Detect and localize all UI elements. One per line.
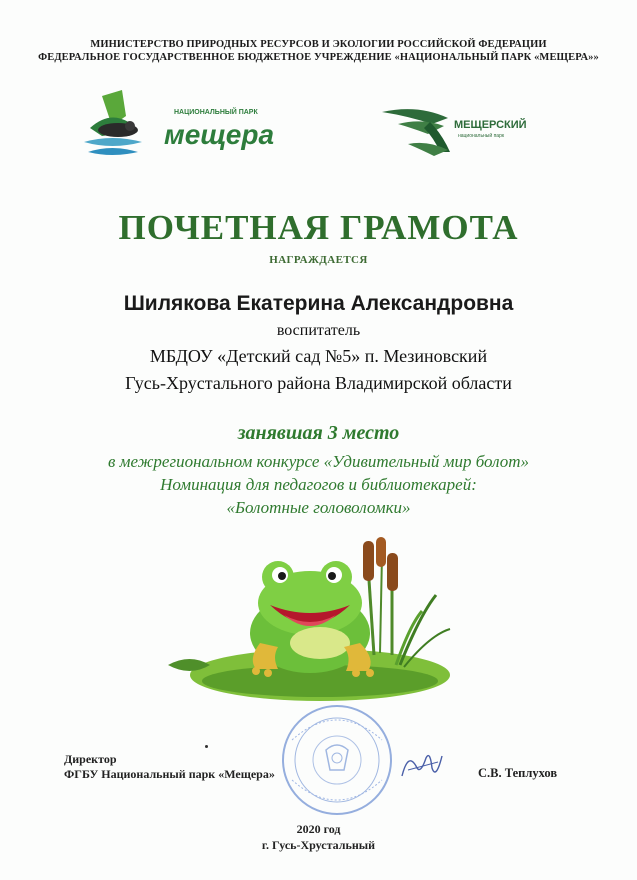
recipient-name: Шилякова Екатерина Александровна [123, 292, 514, 315]
signature-name: С.В. Теплухов [478, 766, 558, 780]
ministry-line: МИНИСТЕРСТВО ПРИРОДНЫХ РЕСУРСОВ И ЭКОЛОГИИ РОССИЙСКОЙ ФЕДЕРАЦИИ [90, 39, 547, 50]
contest-category: «Болотные головоломки» [226, 498, 411, 517]
issue-year: 2020 год [296, 822, 341, 836]
signature-role: Директор [64, 752, 117, 766]
frog-illustration [160, 525, 460, 720]
institution-line: ФЕДЕРАЛЬНОЕ ГОСУДАРСТВЕННОЕ БЮДЖЕТНОЕ УЧРЕЖДЕНИЕ «НАЦИОНАЛЬНЫЙ ПАРК «МЕЩЕРА»» [38, 52, 599, 63]
logo-big-text: мещера [164, 119, 275, 150]
meshchersky-logo [378, 100, 538, 166]
certificate-subtitle: НАГРАЖДАЕТСЯ [269, 254, 368, 266]
cattail-icon [363, 537, 450, 667]
handwritten-signature [398, 746, 448, 786]
recipient-organization: МБДОУ «Детский сад №5» п. Мезиновский [149, 346, 488, 366]
logo-small-text: НАЦИОНАЛЬНЫЙ ПАРК [174, 109, 258, 116]
recipient-region: Гусь-Хрустального района Владимирской области [125, 373, 512, 393]
contest-name: в межрегиональном конкурсе «Удивительный мир болот» [107, 452, 530, 471]
recipient-position: воспитатель [276, 322, 361, 339]
issue-city: г. Гусь-Хрустальный [261, 838, 376, 852]
signature-organization: ФГБУ Национальный парк «Мещера» [64, 767, 275, 781]
ink-dot [205, 745, 208, 748]
contest-nomination: Номинация для педагогов и библиотекарей: [160, 475, 477, 494]
eagle-emblem-icon [326, 745, 348, 770]
logo-right-big: МЕЩЕРСКИЙ [454, 119, 527, 131]
certificate-title: ПОЧЕТНАЯ ГРАМОТА [118, 208, 519, 247]
park-emblem-icon [84, 90, 142, 155]
meshchera-logo [82, 86, 312, 166]
ministry-header [0, 38, 637, 64]
official-stamp [262, 700, 412, 820]
award-place: занявшая 3 место [237, 422, 400, 444]
frog-icon [250, 561, 374, 677]
bird-icon [382, 109, 450, 156]
logo-right-small: национальный парк [458, 133, 505, 139]
